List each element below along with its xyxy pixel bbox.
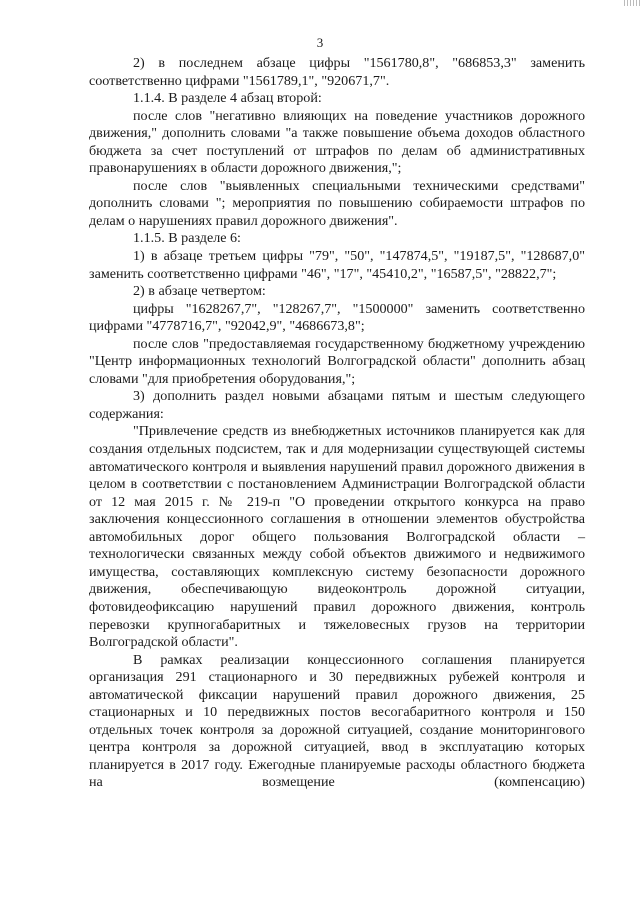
paragraph-quoted-new-abzac-6: В рамках реализации концессионного соглашения планируется организация 291 стационарного и 30 передвижных рубежей контроля и автоматической фиксации нарушений правил дорожного движения, 25 стационарных и 10 передвижных постов весогабаритного контроля и 150 отдельных точек контроля за дорожной ситуацией, создание мониторингового центра контроля за дорожной ситуацией, ввод в эксплуатацию которых планируется в 2017 году. Ежегодные планируемые расходы областного бюджета на возмещение (компенсацию)	[89, 651, 585, 791]
paragraph-digits-last-abzac: 2) в последнем абзаце цифры "1561780,8", "686853,3" заменить соответственно цифрами "1561789,1", "920671,7".	[89, 55, 585, 89]
paragraph-section-6-item-3: 3) дополнить раздел новыми абзацами пятым и шестым следующего содержания:	[89, 388, 585, 422]
paragraph-section-6-addition: после слов "предоставляемая государственному бюджетному учреждению "Центр информационных технологий Волгоградской области" дополнить абзац словами "для приобретения оборудования,";	[89, 335, 585, 387]
paragraph-quoted-new-abzac-5: "Привлечение средств из внебюджетных источников планируется как для создания отдельных подсистем, так и для модернизации существующей системы автоматического контроля и выявления нарушений правил дорожного движения в целом в соответствии с постановлением Администрации Волгоградской области от 12 мая 2015 г. № 219-п "О проведении открытого конкурса на право заключения концессионного соглашения в отношении элементов обустройства автомобильных дорог общего пользования Волгоградской области – технологически связанных между собой объектов движимого и недвижимого имущества, составляющих комплексную систему безопасности дорожного движения, обеспечивающую видеоконтроль дорожной ситуации, фотовидеофиксацию нарушений правил дорожного движения, контроль перевозки крупногабаритных и тяжеловесных грузов на территории Волгоградской области".	[89, 423, 585, 651]
page-number: 3	[316, 35, 324, 50]
paragraph-section-6-item-1: 1) в абзаце третьем цифры "79", "50", "147874,5", "19187,5", "128687,0" заменить соответственно цифрами "46", "17", "45410,2", "16587,5", "28822,7";	[89, 248, 585, 282]
scan-corner-mark	[624, 0, 640, 6]
paragraph-section-6-digits: цифры "1628267,7", "128267,7", "1500000" заменить соответственно цифрами "4778716,7", "92042,9", "4686673,8";	[89, 300, 585, 335]
paragraph-section-6-item-2: 2) в абзаце четвертом:	[133, 283, 266, 300]
paragraph-section-4-heading: 1.1.4. В разделе 4 абзац второй:	[133, 90, 322, 107]
paragraph-section-4-addition-1: после слов "негативно влияющих на поведение участников дорожного движения," дополнить словами "а также повышение объема доходов областного бюджета за счет поступлений от штрафов по делам об административных правонарушениях в области дорожного движения,";	[89, 107, 585, 177]
paragraph-section-6-heading: 1.1.5. В разделе 6:	[133, 230, 241, 247]
paragraph-section-4-addition-2: после слов "выявленных специальными техническими средствами" дополнить словами "; мероприятия по повышению собираемости штрафов по делам о нарушениях правил дорожного движения".	[89, 177, 585, 229]
document-body	[89, 55, 585, 792]
